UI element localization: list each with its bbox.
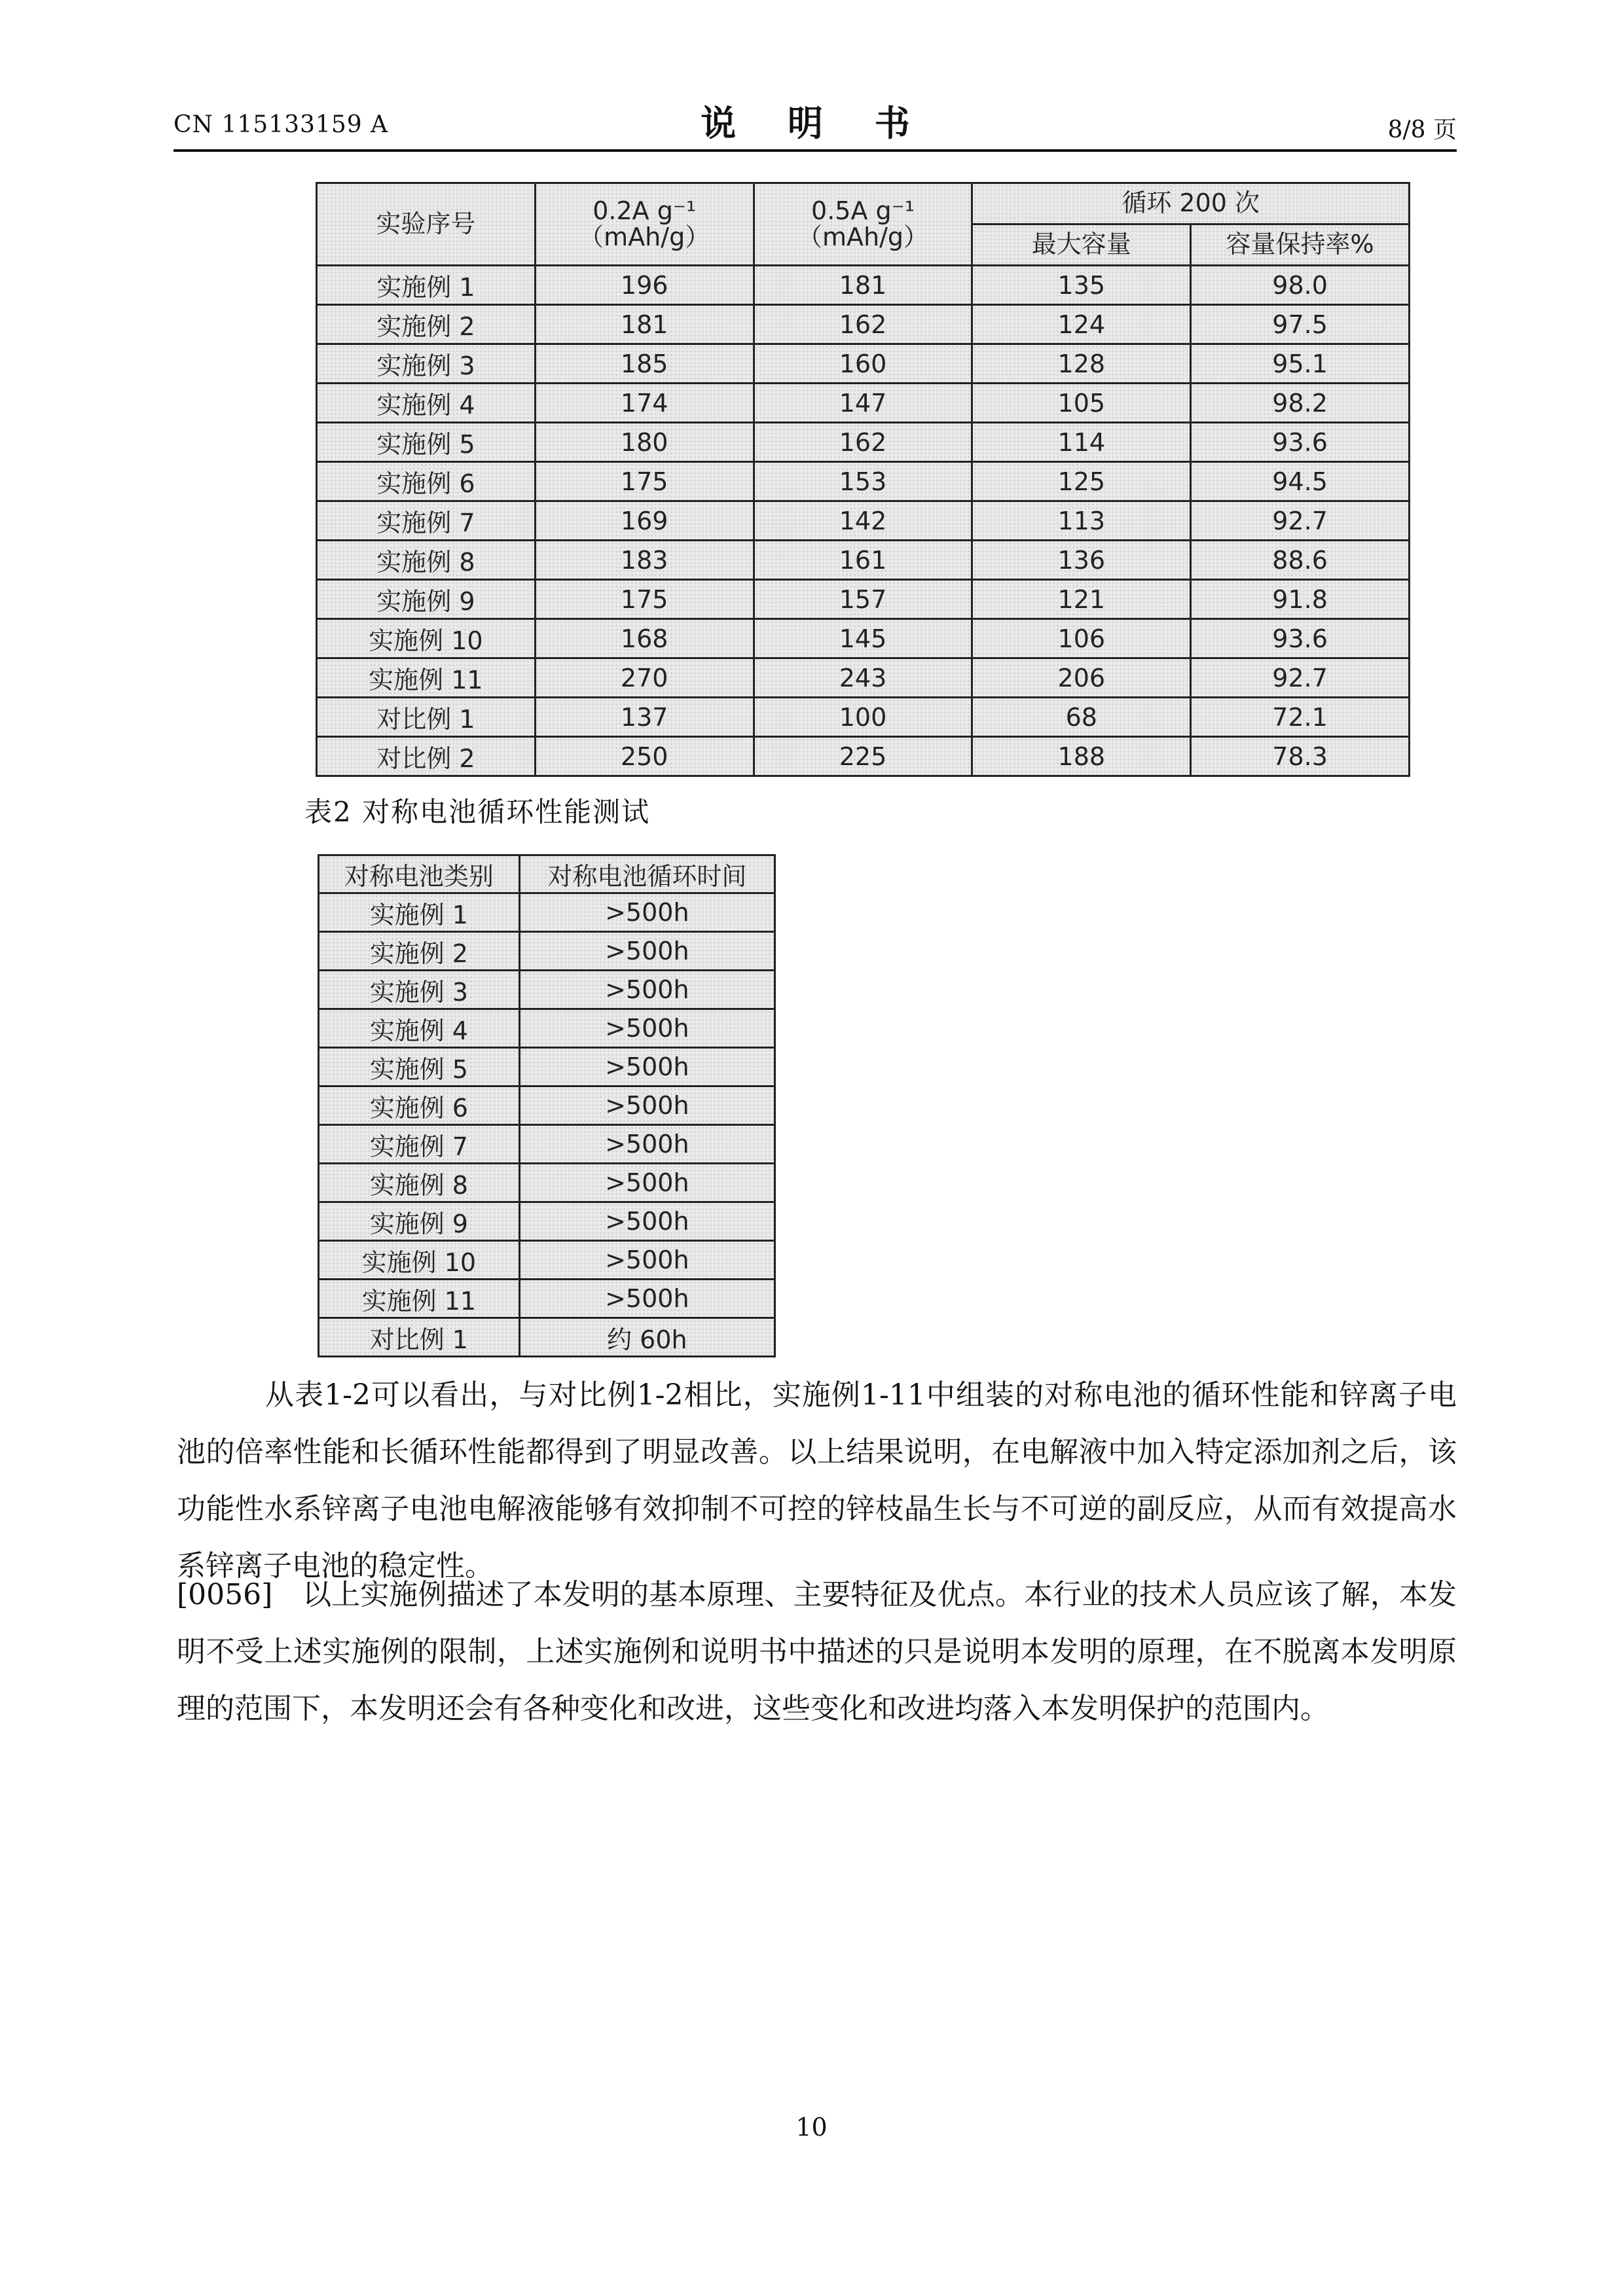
table-row xyxy=(317,305,1410,344)
table1-body xyxy=(317,266,1410,776)
table-cell: 92.7 xyxy=(1191,501,1410,541)
table-cell: 113 xyxy=(972,501,1191,541)
table-row xyxy=(319,1125,775,1164)
table-cell: 实施例 10 xyxy=(319,1241,520,1280)
table-cell: 185 xyxy=(535,344,754,384)
table-row xyxy=(317,541,1410,580)
table-row xyxy=(317,619,1410,658)
table-cell: 98.2 xyxy=(1191,384,1410,423)
table-cell: 124 xyxy=(972,305,1191,344)
table-cell: 175 xyxy=(535,462,754,501)
table-cell: 对比例 1 xyxy=(317,698,536,737)
table-cell: 270 xyxy=(535,658,754,698)
table-row xyxy=(317,344,1410,384)
table-cell: >500h xyxy=(519,1125,775,1164)
table-cell: 169 xyxy=(535,501,754,541)
table-cell: >500h xyxy=(519,1086,775,1125)
table-cell: 128 xyxy=(972,344,1191,384)
table-cell: 188 xyxy=(972,737,1191,776)
header-cycle-group: 循环 200 次 xyxy=(972,183,1410,224)
document-title: 说 明 书 xyxy=(701,102,930,144)
table-cell: 78.3 xyxy=(1191,737,1410,776)
table-cell: 实施例 4 xyxy=(319,1009,520,1048)
table-cell: >500h xyxy=(519,1164,775,1202)
table-cell: 实施例 1 xyxy=(317,266,536,305)
header-rate-0-5 xyxy=(754,183,972,266)
header-rate-0-2 xyxy=(535,183,754,266)
paragraph-results: 从表1-2可以看出，与对比例1-2相比，实施例1-11中组装的对称电池的循环性能和锌离子电池的倍率性能和长循环性能都得到了明显改善。以上结果说明，在电解液中加入特定添加剂之后，该功能性水系锌离子电池电解液能够有效抑制不可控的锌枝晶生长与不可逆的副反应，从而有效提高水系锌离子电池的稳定性。 xyxy=(177,1378,1457,1583)
table-row xyxy=(317,423,1410,462)
publication-number: CN 115133159 A xyxy=(173,111,389,138)
header-rule xyxy=(173,149,1457,152)
table-cell: >500h xyxy=(519,1241,775,1280)
table-cell: 88.6 xyxy=(1191,541,1410,580)
table-cell: 对比例 1 xyxy=(319,1318,520,1357)
header-sample-number: 实验序号 xyxy=(317,183,536,266)
table-cell: 97.5 xyxy=(1191,305,1410,344)
table-cell: 92.7 xyxy=(1191,658,1410,698)
table-cell: 181 xyxy=(754,266,972,305)
table-cell: 实施例 9 xyxy=(317,580,536,619)
rate-performance-table xyxy=(316,182,1410,777)
table-row xyxy=(317,384,1410,423)
table2-caption: 表2 对称电池循环性能测试 xyxy=(304,796,651,828)
table-cell: 93.6 xyxy=(1191,619,1410,658)
table2-body xyxy=(319,893,775,1357)
table-cell: 100 xyxy=(754,698,972,737)
table-cell: 180 xyxy=(535,423,754,462)
header-rate-0-5-text: 0.5A g⁻¹ （mAh/g） xyxy=(797,196,928,251)
table-cell: 206 xyxy=(972,658,1191,698)
table-row xyxy=(319,932,775,971)
table-cell: 183 xyxy=(535,541,754,580)
table-cell: 162 xyxy=(754,423,972,462)
header-max-capacity: 最大容量 xyxy=(972,224,1191,266)
table-cell: 实施例 11 xyxy=(317,658,536,698)
table-cell: 174 xyxy=(535,384,754,423)
table-cell: 121 xyxy=(972,580,1191,619)
table-cell: 147 xyxy=(754,384,972,423)
table-cell: 161 xyxy=(754,541,972,580)
table-row xyxy=(319,1318,775,1357)
table-cell: >500h xyxy=(519,932,775,971)
table-cell: 实施例 3 xyxy=(319,971,520,1009)
table-cell: >500h xyxy=(519,1048,775,1086)
table-row xyxy=(319,1164,775,1202)
table-cell: 142 xyxy=(754,501,972,541)
table-cell: 对比例 2 xyxy=(317,737,536,776)
table-cell: 实施例 2 xyxy=(319,932,520,971)
page-header xyxy=(173,92,1457,151)
table-cell: 实施例 7 xyxy=(319,1125,520,1164)
table-row xyxy=(317,501,1410,541)
table-cell: 153 xyxy=(754,462,972,501)
table-cell: 实施例 1 xyxy=(319,893,520,932)
table-cell: >500h xyxy=(519,1009,775,1048)
table-cell: >500h xyxy=(519,971,775,1009)
table-cell: 94.5 xyxy=(1191,462,1410,501)
header-capacity-retention: 容量保持率% xyxy=(1191,224,1410,266)
table-row xyxy=(319,1202,775,1241)
table-row xyxy=(317,737,1410,776)
table-cell: 72.1 xyxy=(1191,698,1410,737)
table-cell: 137 xyxy=(535,698,754,737)
table-cell: >500h xyxy=(519,1280,775,1318)
table-cell: 实施例 5 xyxy=(317,423,536,462)
table-cell: 约 60h xyxy=(519,1318,775,1357)
table-row xyxy=(317,462,1410,501)
table-cell: >500h xyxy=(519,1202,775,1241)
page-number: 10 xyxy=(795,2113,828,2142)
table-cell: 135 xyxy=(972,266,1191,305)
table-cell: 实施例 10 xyxy=(317,619,536,658)
table-cell: 145 xyxy=(754,619,972,658)
table-cell: 157 xyxy=(754,580,972,619)
header-cell-type: 对称电池类别 xyxy=(319,855,520,893)
table-row xyxy=(319,1048,775,1086)
table-cell: 181 xyxy=(535,305,754,344)
table-cell: 160 xyxy=(754,344,972,384)
table-cell: 实施例 8 xyxy=(317,541,536,580)
table-cell: 68 xyxy=(972,698,1191,737)
table-cell: 93.6 xyxy=(1191,423,1410,462)
table-cell: 106 xyxy=(972,619,1191,658)
table-cell: 136 xyxy=(972,541,1191,580)
page-indicator: 8/8 页 xyxy=(1387,117,1457,143)
table-row xyxy=(319,1241,775,1280)
table-cell: 实施例 5 xyxy=(319,1048,520,1086)
table-cell: 实施例 8 xyxy=(319,1164,520,1202)
table-cell: 98.0 xyxy=(1191,266,1410,305)
table-cell: 95.1 xyxy=(1191,344,1410,384)
table-cell: 91.8 xyxy=(1191,580,1410,619)
table-cell: 225 xyxy=(754,737,972,776)
paragraph-0056-text: 以上实施例描述了本发明的基本原理、主要特征及优点。本行业的技术人员应该了解，本发明不受上述实施例的限制，上述实施例和说明书中描述的只是说明本发明的原理，在不脱离本发明原理的范围下，本发明还会有各种变化和改进，这些变化和改进均落入本发明保护的范围内。 xyxy=(177,1578,1457,1725)
table-cell: 125 xyxy=(972,462,1191,501)
table-cell: 105 xyxy=(972,384,1191,423)
table-cell: 实施例 6 xyxy=(317,462,536,501)
table-cell: 实施例 2 xyxy=(317,305,536,344)
table-cell: 243 xyxy=(754,658,972,698)
table-cell: 实施例 6 xyxy=(319,1086,520,1125)
table-cell: 196 xyxy=(535,266,754,305)
table-row xyxy=(319,971,775,1009)
table-cell: 实施例 9 xyxy=(319,1202,520,1241)
header-rate-0-2-text: 0.2A g⁻¹ （mAh/g） xyxy=(579,196,710,251)
table-cell: 实施例 7 xyxy=(317,501,536,541)
table-cell: 实施例 4 xyxy=(317,384,536,423)
table-row xyxy=(317,698,1410,737)
table-row xyxy=(317,580,1410,619)
table-cell: 162 xyxy=(754,305,972,344)
table-row xyxy=(317,658,1410,698)
table-cell: >500h xyxy=(519,893,775,932)
table-row xyxy=(319,1086,775,1125)
table-cell: 114 xyxy=(972,423,1191,462)
paragraph-0056 xyxy=(177,1566,1457,1737)
table-cell: 168 xyxy=(535,619,754,658)
header-cycle-time: 对称电池循环时间 xyxy=(519,855,775,893)
table-cell: 250 xyxy=(535,737,754,776)
table-row xyxy=(319,1280,775,1318)
table-cell: 实施例 11 xyxy=(319,1280,520,1318)
paragraph-number: [0056] xyxy=(177,1578,273,1611)
table-cell: 175 xyxy=(535,580,754,619)
table-row xyxy=(319,893,775,932)
table-row xyxy=(319,1009,775,1048)
table-cell: 实施例 3 xyxy=(317,344,536,384)
symmetric-cell-table xyxy=(318,854,776,1357)
table-row xyxy=(317,266,1410,305)
